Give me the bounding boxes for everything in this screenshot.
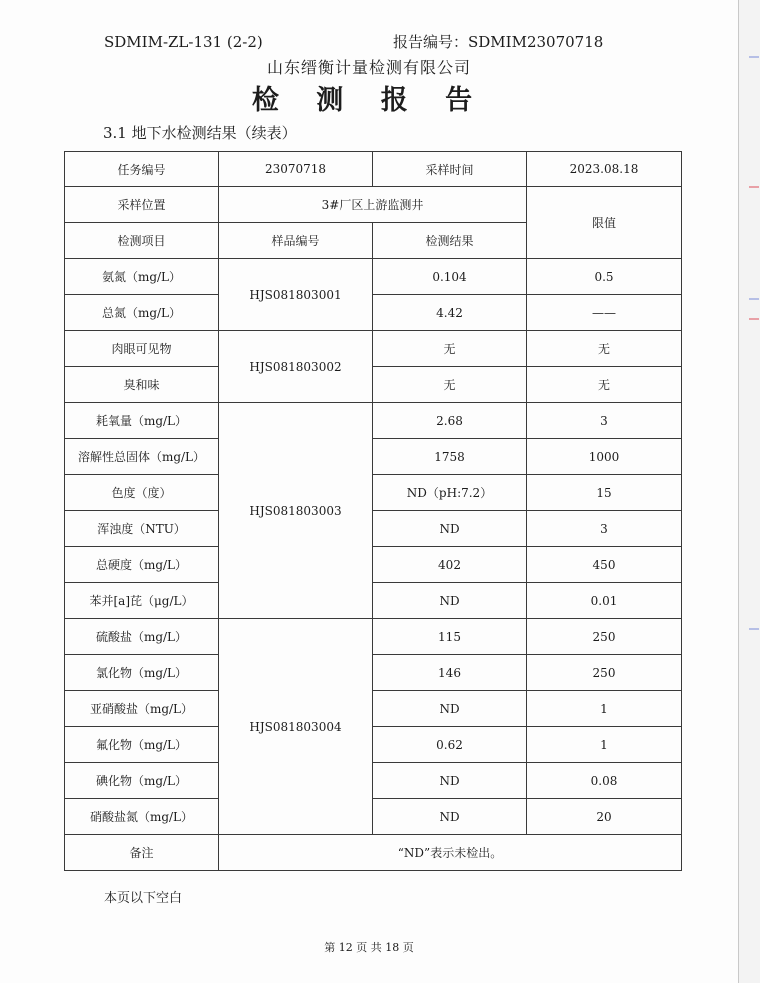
result-cell: 无	[373, 331, 527, 367]
table-row	[65, 655, 682, 691]
item-cell: 碘化物（mg/L）	[65, 763, 219, 799]
limit-cell: 0.08	[527, 763, 682, 799]
result-cell: 0.104	[373, 259, 527, 295]
limit-cell: 1	[527, 727, 682, 763]
remark-value: “ND”表示未检出。	[219, 835, 682, 871]
remark-label: 备注	[65, 835, 219, 871]
limit-cell: 250	[527, 655, 682, 691]
limit-cell: 0.01	[527, 583, 682, 619]
limit-cell: ——	[527, 295, 682, 331]
report-number: 报告编号：SDMIM23070718	[393, 33, 604, 51]
result-cell: ND	[373, 583, 527, 619]
task-no-label: 任务编号	[65, 152, 219, 187]
table-row	[65, 691, 682, 727]
item-cell: 总氮（mg/L）	[65, 295, 219, 331]
limit-header: 限值	[527, 187, 682, 259]
item-cell: 硝酸盐氮（mg/L）	[65, 799, 219, 835]
limit-cell: 无	[527, 367, 682, 403]
company-name: 山东缙衡计量检测有限公司	[266, 58, 471, 77]
results-table	[64, 151, 682, 871]
item-cell: 色度（度）	[65, 475, 219, 511]
item-cell: 耗氧量（mg/L）	[65, 403, 219, 439]
edge-mark	[749, 298, 759, 300]
edge-mark	[749, 186, 759, 188]
limit-cell: 0.5	[527, 259, 682, 295]
sample-no-cell: HJS081803001	[219, 259, 373, 331]
page-title: 检 测 报 告	[251, 85, 487, 116]
table-row	[65, 619, 682, 655]
table-row	[65, 799, 682, 835]
result-cell: ND（pH:7.2）	[373, 475, 527, 511]
item-cell: 溶解性总固体（mg/L）	[65, 439, 219, 475]
item-cell: 臭和味	[65, 367, 219, 403]
task-no-value: 23070718	[219, 152, 373, 187]
limit-cell: 15	[527, 475, 682, 511]
edge-mark	[749, 56, 759, 58]
sample-date-value: 2023.08.18	[527, 152, 682, 187]
item-cell: 氟化物（mg/L）	[65, 727, 219, 763]
table-row	[65, 295, 682, 331]
results-table-body	[65, 152, 682, 871]
limit-cell: 20	[527, 799, 682, 835]
table-row	[65, 547, 682, 583]
result-cell: 115	[373, 619, 527, 655]
edge-mark	[749, 318, 759, 320]
table-row	[65, 403, 682, 439]
sample-time-label: 采样时间	[373, 152, 527, 187]
table-row	[65, 367, 682, 403]
limit-cell: 1000	[527, 439, 682, 475]
result-cell: 2.68	[373, 403, 527, 439]
limit-cell: 3	[527, 511, 682, 547]
item-cell: 苯并[a]芘（μg/L）	[65, 583, 219, 619]
result-cell: ND	[373, 799, 527, 835]
table-row	[65, 583, 682, 619]
table-row	[65, 187, 682, 223]
location-value: 3#厂区上游监测井	[219, 187, 527, 223]
item-cell: 亚硝酸盐（mg/L）	[65, 691, 219, 727]
result-cell: ND	[373, 511, 527, 547]
sample-no-header: 样品编号	[219, 223, 373, 259]
item-cell: 浑浊度（NTU）	[65, 511, 219, 547]
limit-cell: 3	[527, 403, 682, 439]
table-row	[65, 259, 682, 295]
table-row	[65, 835, 682, 871]
result-cell: 4.42	[373, 295, 527, 331]
item-header: 检测项目	[65, 223, 219, 259]
table-row	[65, 763, 682, 799]
table-row	[65, 152, 682, 187]
item-cell: 氯化物（mg/L）	[65, 655, 219, 691]
adjacent-page-edge	[738, 0, 760, 983]
sample-no-cell: HJS081803004	[219, 619, 373, 835]
limit-cell: 450	[527, 547, 682, 583]
result-cell: ND	[373, 763, 527, 799]
result-cell: 402	[373, 547, 527, 583]
result-cell: 无	[373, 367, 527, 403]
page-number: 第 12 页 共 18 页	[324, 941, 414, 954]
sample-no-cell: HJS081803002	[219, 331, 373, 403]
table-row	[65, 331, 682, 367]
limit-cell: 250	[527, 619, 682, 655]
result-cell: 146	[373, 655, 527, 691]
limit-cell: 无	[527, 331, 682, 367]
result-cell: ND	[373, 691, 527, 727]
result-cell: 0.62	[373, 727, 527, 763]
item-cell: 肉眼可见物	[65, 331, 219, 367]
limit-cell: 1	[527, 691, 682, 727]
sample-no-cell: HJS081803003	[219, 403, 373, 619]
table-row	[65, 727, 682, 763]
table-row	[65, 439, 682, 475]
item-cell: 硫酸盐（mg/L）	[65, 619, 219, 655]
table-row	[65, 511, 682, 547]
form-code: SDMIM-ZL-131 (2-2)	[104, 33, 263, 51]
section-title: 3.1 地下水检测结果（续表）	[103, 124, 297, 142]
item-cell: 总硬度（mg/L）	[65, 547, 219, 583]
edge-mark	[749, 628, 759, 630]
result-cell: 1758	[373, 439, 527, 475]
item-cell: 氨氮（mg/L）	[65, 259, 219, 295]
blank-note: 本页以下空白	[104, 891, 183, 906]
table-row	[65, 475, 682, 511]
result-header: 检测结果	[373, 223, 527, 259]
location-label: 采样位置	[65, 187, 219, 223]
